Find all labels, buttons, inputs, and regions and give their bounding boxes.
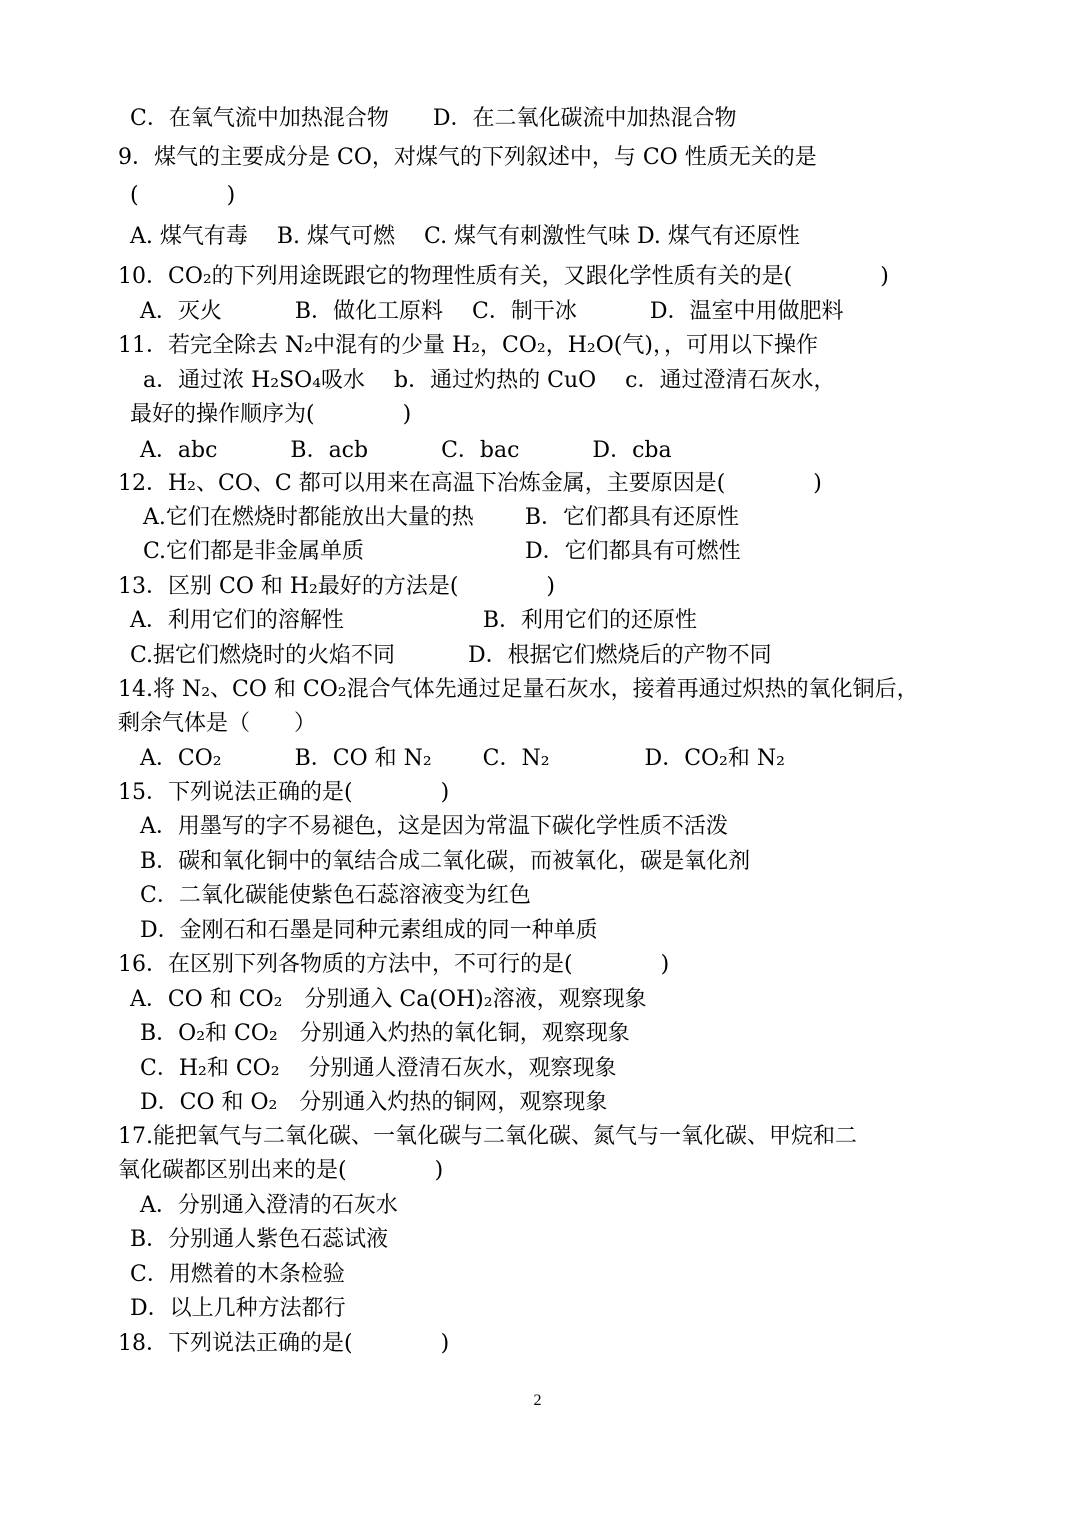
text-line: A．利用它们的溶解性 B．利用它们的还原性 xyxy=(130,608,698,633)
text-line: A．用墨写的字不易褪色，这是因为常温下碳化学性质不活泼 xyxy=(140,814,728,839)
text-line: 18．下列说法正确的是( ) xyxy=(118,1331,450,1356)
text-line: 9．煤气的主要成分是 CO，对煤气的下列叙述中，与 CO 性质无关的是 xyxy=(118,145,817,170)
text-line: 15．下列说法正确的是( ) xyxy=(118,780,450,805)
text-line: B．O₂和 CO₂ 分别通入灼热的氧化铜，观察现象 xyxy=(140,1021,630,1046)
text-line: 16．在区别下列各物质的方法中，不可行的是( ) xyxy=(118,952,670,977)
text-line: 剩余气体是（ ） xyxy=(118,711,317,736)
text-line: 17.能把氧气与二氧化碳、一氧化碳与二氧化碳、氮气与一氧化碳、甲烷和二 xyxy=(118,1124,857,1149)
text-line: 10．CO₂的下列用途既跟它的物理性质有关，又跟化学性质有关的是( ) xyxy=(118,264,889,289)
text-line: A．灭火 B．做化工原料 C．制干冰 D．温室中用做肥料 xyxy=(140,299,844,324)
text-line: C．在氧气流中加热混合物 D．在二氧化碳流中加热混合物 xyxy=(130,106,737,131)
text-line: B．碳和氧化铜中的氧结合成二氧化碳，而被氧化，碳是氧化剂 xyxy=(140,849,751,874)
text-line: a．通过浓 H₂SO₄吸水 b．通过灼热的 CuO c．通过澄清石灰水， xyxy=(143,368,836,393)
text-line: D．金刚石和石墨是同种元素组成的同一种单质 xyxy=(140,918,598,943)
text-line: 11．若完全除去 N₂中混有的少量 H₂，CO₂，H₂O(气)，，可用以下操作 xyxy=(118,333,818,358)
text-line: A．CO₂ B．CO 和 N₂ C．N₂ D．CO₂和 N₂ xyxy=(140,746,785,771)
text-line: A．CO 和 CO₂ 分别通入 Ca(OH)₂溶液，观察现象 xyxy=(130,987,647,1012)
text-line: 氧化碳都区别出来的是( ) xyxy=(118,1158,444,1183)
text-line: C．H₂和 CO₂ 分别通人澄清石灰水，观察现象 xyxy=(140,1056,617,1081)
text-line: B．分别通人紫色石蕊试液 xyxy=(130,1227,389,1252)
text-line: C.据它们燃烧时的火焰不同 D．根据它们燃烧后的产物不同 xyxy=(130,643,772,668)
text-line: A. 煤气有毒 B. 煤气可燃 C. 煤气有刺激性气味 D. 煤气有还原性 xyxy=(130,224,800,249)
page-number: 2 xyxy=(533,1392,542,1409)
text-line: A．分别通入澄清的石灰水 xyxy=(140,1193,398,1218)
text-line: 最好的操作顺序为( ) xyxy=(130,402,412,427)
text-line: 12．H₂、CO、C 都可以用来在高温下冶炼金属，主要原因是( ) xyxy=(118,471,822,496)
text-line: D．以上几种方法都行 xyxy=(130,1296,346,1321)
text-line: D．CO 和 O₂ 分别通入灼热的铜网，观察现象 xyxy=(140,1090,608,1115)
text-line: 13．区别 CO 和 H₂最好的方法是( ) xyxy=(118,574,556,599)
text-line: A．abc B．acb C．bac D．cba xyxy=(140,438,672,463)
text-line: 14.将 N₂、CO 和 CO₂混合气体先通过足量石灰水，接着再通过炽热的氧化铜后， xyxy=(118,677,919,702)
text-line: ( ) xyxy=(130,183,236,208)
text-line: A.它们在燃烧时都能放出大量的热 B．它们都具有还原性 xyxy=(143,505,740,530)
text-line: C.它们都是非金属单质 D．它们都具有可燃性 xyxy=(143,539,741,564)
text-line: C．二氧化碳能使紫色石蕊溶液变为红色 xyxy=(140,883,531,908)
text-line: C．用燃着的木条检验 xyxy=(130,1262,345,1287)
